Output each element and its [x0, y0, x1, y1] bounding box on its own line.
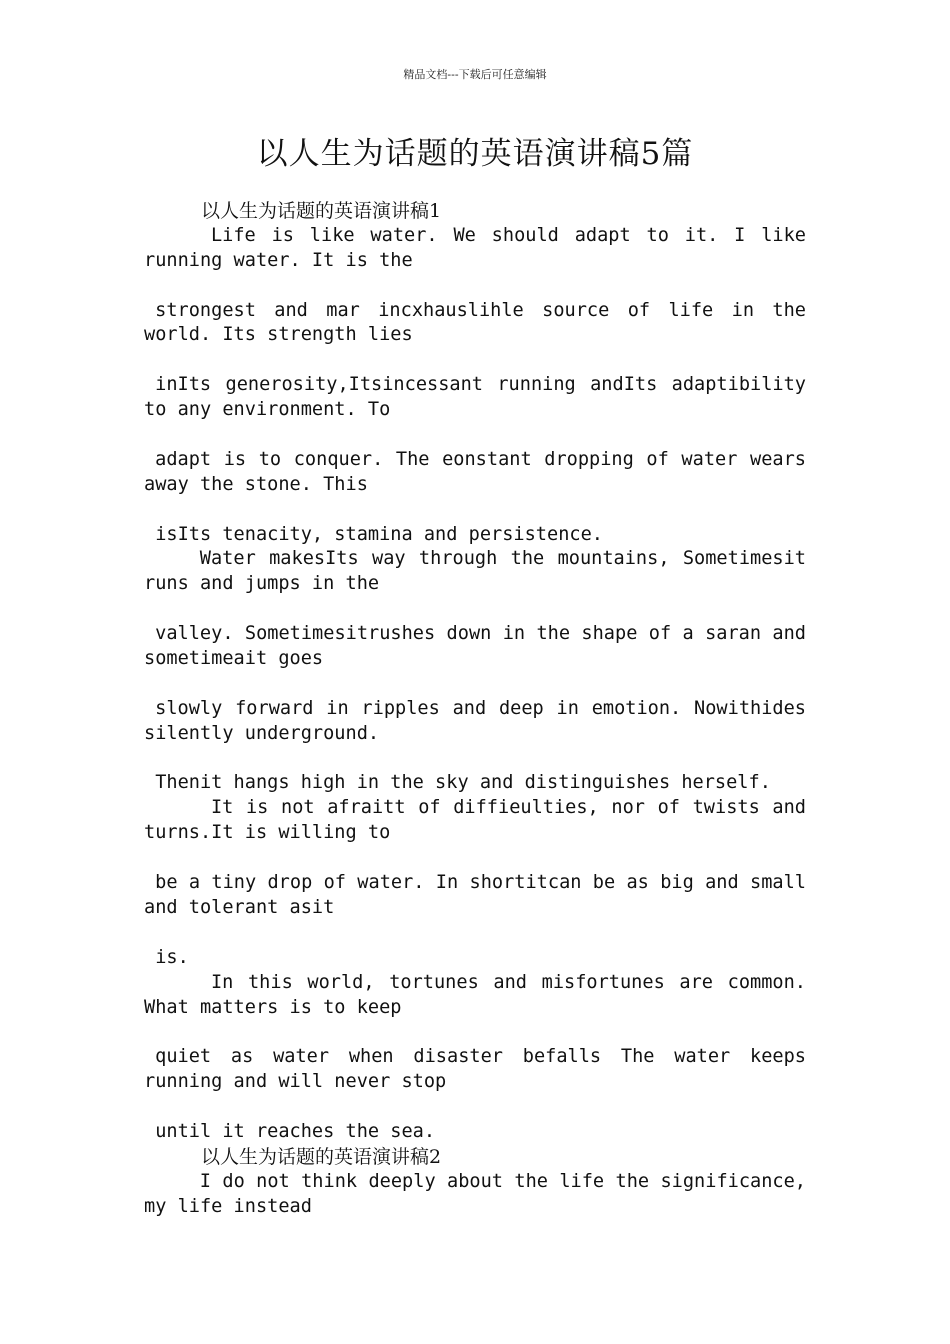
text-line: What matters is to keep [144, 996, 402, 1018]
text-line: isIts tenacity, stamina and persistence. [144, 523, 603, 545]
text-line: turns.It is willing to [144, 822, 391, 844]
blank-line [144, 846, 806, 871]
blank-line [144, 1020, 806, 1045]
document-title: 以人生为话题的英语演讲稿5篇 [256, 136, 694, 172]
text-line: slowly forward in ripples and deep in emotion. Nowithides [155, 697, 806, 719]
text-line: valley. Sometimesitrushes down in the shape of a saran and [155, 623, 806, 645]
text-line: running water. It is the [144, 249, 413, 271]
text-line: It is not afraitt of diffieulties, nor of twists and [210, 797, 806, 819]
text-line: Thenit hangs high in the sky and distinguishes herself. [144, 772, 771, 794]
text-line: adapt is to conquer. The eonstant dropping of water wears [155, 448, 806, 470]
text-line: until it reaches the sea. [144, 1120, 436, 1142]
text-line: quiet as water when disaster befalls The water keeps [155, 1046, 806, 1068]
section-heading: 以人生为话题的英语演讲稿1 [201, 200, 442, 222]
blank-line [144, 672, 806, 697]
blank-line [144, 498, 806, 523]
blank-line [144, 274, 806, 299]
text-line: I do not think deeply about the life the significance, [199, 1170, 806, 1192]
page-header: 精品文档---下载后可任意编辑 [403, 68, 547, 81]
blank-line [144, 348, 806, 373]
text-line: runs and jumps in the [144, 573, 380, 595]
text-line: be a tiny drop of water. In shortitcan be as big and small [155, 872, 806, 894]
blank-line [144, 1095, 806, 1120]
text-line: my life instead [144, 1195, 312, 1217]
text-line: away the stone. This [144, 473, 368, 495]
blank-line [144, 921, 806, 946]
text-line: sometimeait goes [144, 648, 324, 670]
text-line: running and will never stop [144, 1071, 447, 1093]
text-line: is. [144, 946, 189, 968]
document-body [144, 199, 806, 1220]
text-line: strongest and mar incxhauslihle source of life in the [155, 299, 806, 321]
text-line: silently underground. [144, 722, 380, 744]
text-line: In this world, tortunes and misfortunes are common. [210, 971, 806, 993]
text-line: Water makesIts way through the mountains, Sometimesit [199, 548, 806, 570]
text-line: inIts generosity,Itsincessant running andIts adaptibility [155, 374, 806, 396]
text-line: to any environment. To [144, 399, 391, 421]
blank-line [144, 423, 806, 448]
blank-line [144, 597, 806, 622]
section-heading: 以人生为话题的英语演讲稿2 [201, 1145, 442, 1168]
text-line: Life is like water. We should adapt to it. I like [210, 224, 806, 246]
text-line: and tolerant asit [144, 896, 335, 918]
blank-line [144, 747, 806, 772]
text-line: world. Its strength lies [144, 324, 413, 346]
